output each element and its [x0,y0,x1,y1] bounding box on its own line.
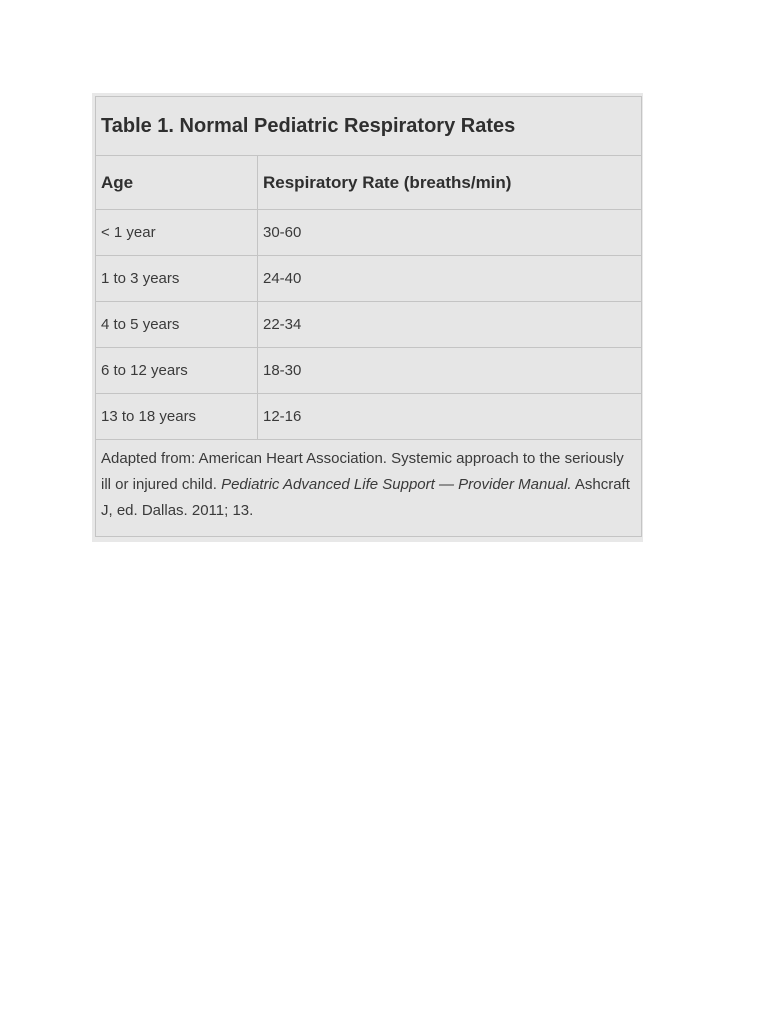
column-header-respiratory-rate: Respiratory Rate (breaths/min) [258,156,642,210]
age-cell: 4 to 5 years [96,302,258,348]
rate-cell: 30-60 [258,210,642,256]
rate-cell: 22-34 [258,302,642,348]
table-frame [92,93,643,542]
table-footnote-row [96,440,642,537]
rate-cell: 24-40 [258,256,642,302]
age-cell: 13 to 18 years [96,394,258,440]
table-row [96,256,642,302]
table-footnote [96,440,642,537]
respiratory-rates-table [95,96,642,537]
footnote-source-text: Adapted from: American Heart Association. Systemic approach to the seriously ill or injured child. [101,450,624,493]
age-cell: 6 to 12 years [96,348,258,394]
table-caption-row [96,97,642,156]
table-row [96,348,642,394]
rate-cell: 18-30 [258,348,642,394]
footnote-citation-details: Ashcraft J, ed. Dallas. 2011; 13. [101,476,630,519]
age-cell: 1 to 3 years [96,256,258,302]
rate-cell: 12-16 [258,394,642,440]
table-row [96,210,642,256]
table-caption: Table 1. Normal Pediatric Respiratory Rates [96,97,642,156]
footnote-manual-title: Pediatric Advanced Life Support — Provider Manual. [221,476,572,493]
age-cell: < 1 year [96,210,258,256]
table-row [96,302,642,348]
column-header-age: Age [96,156,258,210]
table-header-row [96,156,642,210]
table-row [96,394,642,440]
